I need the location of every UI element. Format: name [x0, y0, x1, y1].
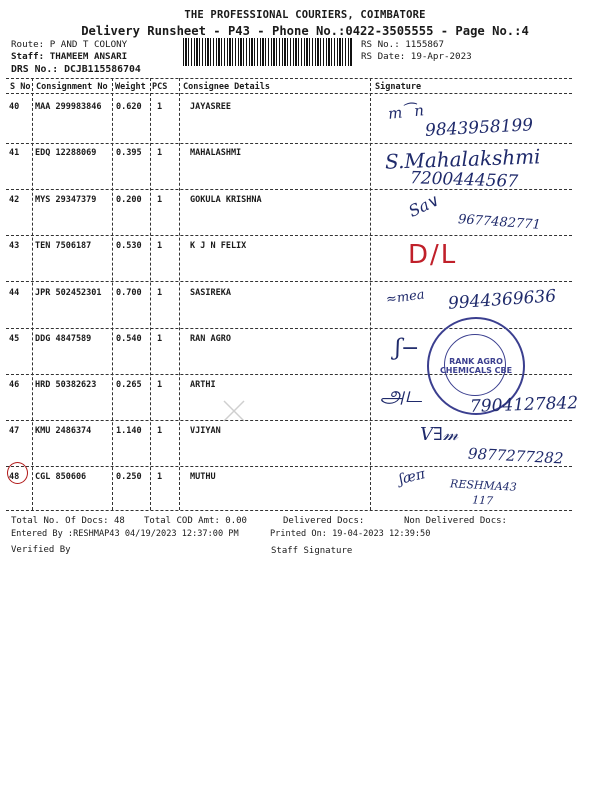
handwritten-phone: 9877277282	[467, 444, 564, 468]
row-weight: 0.620	[116, 102, 142, 112]
row-weight: 1.140	[116, 426, 142, 436]
col-header-sno: S No	[10, 82, 31, 92]
row-consignee: JAYASREE	[190, 102, 231, 112]
verified-by: Verified By	[11, 545, 71, 555]
row-consignee: VJIYAN	[190, 426, 221, 436]
rs-number: RS No.: 1155867	[361, 39, 444, 50]
total-cod: Total COD Amt: 0.00	[144, 516, 247, 526]
row-consignee: MAHALASHMI	[190, 148, 242, 158]
row-pcs: 1	[157, 241, 163, 251]
row-divider	[6, 466, 572, 467]
col-header-consignee: Consignee Details	[183, 82, 270, 92]
row-pcs: 1	[157, 380, 163, 390]
col-header-consignment: Consignment No	[36, 82, 108, 92]
col-header-signature: Signature	[375, 82, 422, 92]
row-consignment: EDQ 12288069	[35, 148, 97, 158]
signature-scribble: ≈mea	[385, 287, 426, 308]
rs-info	[361, 39, 472, 63]
row-weight: 0.540	[116, 334, 142, 344]
handwritten-phone: 7904127842	[469, 393, 579, 417]
row-sno: 40	[9, 102, 20, 112]
row-consignee: ARTHI	[190, 380, 216, 390]
faint-cross-mark	[221, 398, 247, 424]
total-docs: Total No. Of Docs: 48	[11, 516, 125, 526]
signature-scribble: அட	[380, 383, 422, 408]
row-divider	[6, 420, 572, 421]
row-consignment: JPR 502452301	[35, 288, 102, 298]
delivered-docs: Delivered Docs:	[283, 516, 365, 526]
row-pcs: 1	[157, 288, 163, 298]
row-consignee: K J N FELIX	[190, 241, 247, 251]
non-delivered-docs: Non Delivered Docs:	[404, 516, 507, 526]
row-weight: 0.250	[116, 472, 142, 482]
signature-scribble: ʃ−	[395, 336, 420, 361]
row-divider	[6, 281, 572, 282]
row-pcs: 1	[157, 472, 163, 482]
signature-scribble: m⁀n	[387, 101, 425, 123]
row-sno: 42	[9, 195, 20, 205]
signature-scribble: V∃𝓂	[420, 424, 459, 445]
staff-label: Staff: THAMEEM ANSARI	[11, 51, 128, 62]
row-pcs: 1	[157, 426, 163, 436]
handwritten-note: RESHMA43 117	[449, 477, 518, 508]
row-consignment: TEN 7506187	[35, 241, 92, 251]
handwritten-phone: 9944369636	[447, 286, 557, 314]
row-consignment: HRD 50382623	[35, 380, 97, 390]
row-weight: 0.265	[116, 380, 142, 390]
route-info	[11, 39, 141, 76]
stamp-text: RANK AGRO CHEMICALS CBE	[439, 357, 513, 375]
rs-date: RS Date: 19-Apr-2023	[361, 51, 472, 62]
row-consignee: RAN AGRO	[190, 334, 231, 344]
row-divider	[6, 143, 572, 144]
row-sno: 44	[9, 288, 20, 298]
col-header-weight: Weight	[115, 82, 146, 92]
barcode	[183, 38, 353, 66]
row-consignment: DDG 4847589	[35, 334, 92, 344]
printed-on: Printed On: 19-04-2023 12:39:50	[270, 529, 431, 539]
row-pcs: 1	[157, 195, 163, 205]
delivered-mark: D/L	[408, 240, 458, 270]
row-consignment: MYS 29347379	[35, 195, 97, 205]
row-weight: 0.700	[116, 288, 142, 298]
route-label: Route: P AND T COLONY	[11, 39, 128, 50]
runsheet-title: Delivery Runsheet - P43 - Phone No.:0422-3505555 - Page No.:4	[81, 24, 529, 38]
row-sno: 46	[9, 380, 20, 390]
row-consignment: MAA 299983846	[35, 102, 102, 112]
signature-scribble: ʃæπ	[397, 466, 427, 488]
header-rule	[6, 93, 572, 94]
staff-signature: Staff Signature	[271, 546, 353, 556]
entered-by: Entered By :RESHMAP43 04/19/2023 12:37:00 PM	[11, 529, 239, 539]
handwritten-phone: 9843958199	[424, 115, 534, 141]
row-weight: 0.395	[116, 148, 142, 158]
row-weight: 0.200	[116, 195, 142, 205]
signature-scribble: Sa∨	[405, 190, 443, 221]
row-consignee: GOKULA KRISHNA	[190, 195, 262, 205]
row-pcs: 1	[157, 102, 163, 112]
row-sno: 48	[9, 472, 20, 482]
drs-number: DRS No.: DCJB115586704	[11, 64, 141, 75]
row-consignee: SASIREKA	[190, 288, 231, 298]
handwritten-phone: 9677482771	[457, 212, 542, 233]
row-sno: 43	[9, 241, 20, 251]
table-bottom-rule	[6, 510, 572, 511]
row-sno: 45	[9, 334, 20, 344]
row-consignment: CGL 850606	[35, 472, 87, 482]
handwritten-name: S.Mahalakshmi	[384, 144, 541, 174]
row-divider	[6, 235, 572, 236]
row-sno: 47	[9, 426, 20, 436]
handwritten-phone: 7200444567	[409, 168, 519, 192]
row-sno: 41	[9, 148, 20, 158]
entered-line	[11, 529, 431, 539]
row-pcs: 1	[157, 334, 163, 344]
company-name: THE PROFESSIONAL COURIERS, COIMBATORE	[184, 9, 426, 21]
table-top-rule	[6, 78, 572, 79]
row-pcs: 1	[157, 148, 163, 158]
col-header-pcs: PCS	[152, 82, 168, 92]
row-weight: 0.530	[116, 241, 142, 251]
row-consignee: MUTHU	[190, 472, 216, 482]
row-consignment: KMU 2486374	[35, 426, 92, 436]
